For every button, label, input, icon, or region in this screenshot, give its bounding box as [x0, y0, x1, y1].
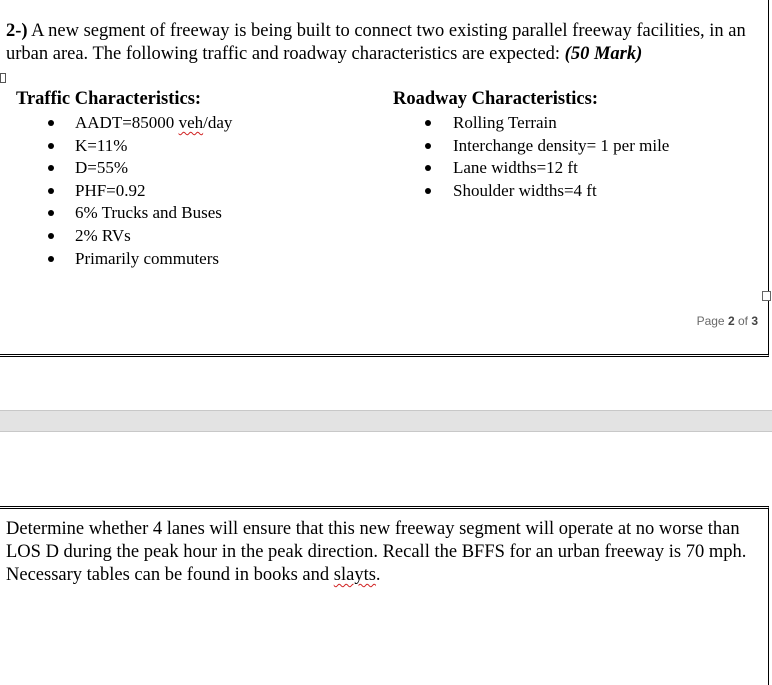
problem-statement	[6, 20, 766, 66]
list-item-text: Primarily commuters	[75, 248, 220, 268]
page-of: of	[734, 314, 752, 328]
document-page-3	[0, 506, 769, 685]
spelling-flag[interactable]: slayts	[333, 565, 376, 585]
bullet-icon	[425, 120, 431, 126]
bullet-icon	[425, 188, 431, 194]
list-item	[425, 157, 669, 180]
bullet-icon	[48, 210, 54, 216]
bullet-icon	[48, 120, 54, 126]
question-text	[6, 518, 764, 587]
list-item-text: 6% Trucks and Buses	[75, 203, 222, 223]
bullet-icon	[48, 143, 54, 149]
list-item	[48, 180, 232, 203]
list-item-text: PHF=0.92	[75, 180, 146, 200]
bullet-icon	[425, 165, 431, 171]
page-label: Page	[696, 314, 728, 328]
traffic-heading: Traffic Characteristics:	[16, 89, 202, 109]
page-total: 3	[751, 314, 758, 328]
question-body: Determine whether 4 lanes will ensure that this new freeway segment will operate at no worse than LOS D during the peak hour in the peak direction. Recall the BFFS for an urban freeway is 70 mph. Necessary tables can be found in books and	[6, 519, 747, 585]
problem-intro: A new segment of freeway is being built to connect two existing parallel freeway facilities, in an urban area. The following traffic and roadway characteristics are expected:	[6, 21, 746, 64]
roadway-list	[425, 112, 669, 202]
paragraph-anchor-icon[interactable]	[0, 73, 6, 83]
list-item	[48, 248, 232, 271]
list-item	[48, 112, 232, 135]
roadway-heading: Roadway Characteristics:	[393, 89, 598, 109]
list-item-text: Interchange density= 1 per mile	[453, 135, 670, 155]
bullet-icon	[48, 188, 54, 194]
list-item	[425, 180, 669, 203]
bullet-icon	[48, 165, 54, 171]
list-item	[48, 135, 232, 158]
list-item	[425, 112, 669, 135]
page-number	[697, 314, 758, 328]
list-item	[48, 202, 232, 225]
traffic-list	[48, 112, 232, 270]
list-item-text: D=55%	[75, 158, 129, 178]
spelling-flag[interactable]: veh	[178, 113, 204, 132]
question-end: .	[375, 565, 381, 585]
page-gap	[0, 410, 772, 432]
table-resize-handle-icon[interactable]	[762, 291, 771, 301]
list-item-text: Rolling Terrain	[453, 113, 557, 132]
list-item	[425, 135, 669, 158]
list-item-text: Lane widths=12 ft	[453, 158, 578, 178]
list-item-text: K=11%	[75, 135, 128, 155]
bullet-icon	[48, 256, 54, 262]
bullet-icon	[48, 233, 54, 239]
list-item-text: AADT=85000	[75, 113, 179, 132]
list-item-text: 2% RVs	[75, 225, 131, 245]
list-item	[48, 225, 232, 248]
bullet-icon	[425, 143, 431, 149]
list-item-text: Shoulder widths=4 ft	[453, 180, 597, 200]
list-item	[48, 157, 232, 180]
page-current: 2	[727, 314, 735, 328]
list-item-text-end: /day	[203, 113, 233, 132]
problem-marks: (50 Mark)	[564, 44, 643, 64]
problem-number: 2-)	[6, 21, 28, 41]
